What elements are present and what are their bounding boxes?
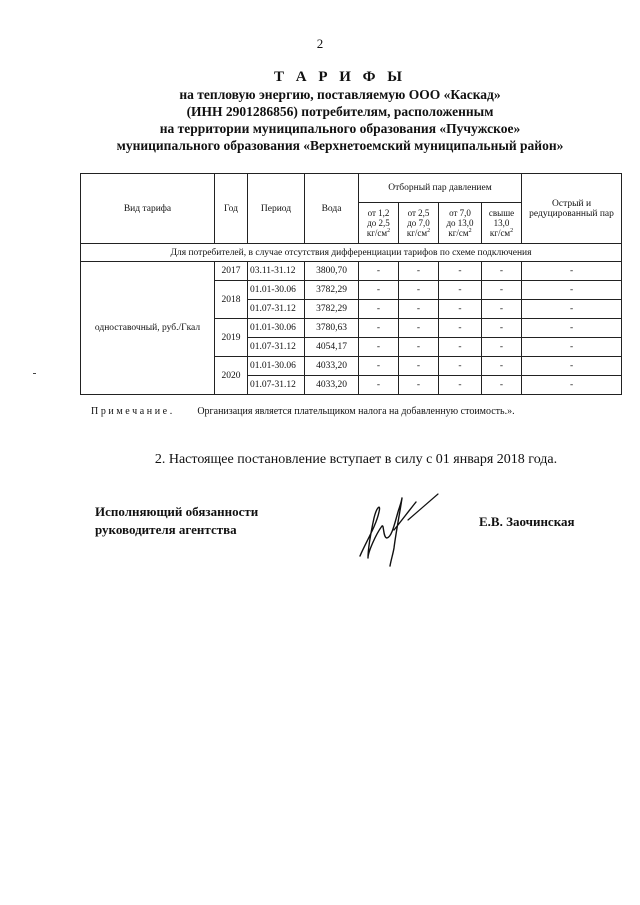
value-cell: -: [522, 300, 622, 319]
value-cell: -: [399, 319, 439, 338]
value-cell: -: [439, 262, 482, 281]
effective-date-clause: 2. Настоящее постановление вступает в силу с 01 января 2018 года.: [154, 452, 558, 467]
value-cell: -: [359, 338, 399, 357]
title-line-2: (ИНН 2901286856) потребителям, расположенным: [186, 104, 494, 119]
water-cell: 4033,20: [305, 357, 359, 376]
header-water: Вода: [305, 174, 359, 244]
period-cell: 01.07-31.12: [248, 300, 305, 319]
value-cell: -: [439, 357, 482, 376]
header-tariff-type: Вид тарифа: [81, 174, 215, 244]
value-cell: -: [482, 319, 522, 338]
value-cell: -: [439, 338, 482, 357]
value-cell: -: [439, 376, 482, 395]
header-sharp-steam: Острый и редуцированный пар: [522, 174, 622, 244]
year-cell: 2020: [215, 357, 248, 395]
value-cell: -: [359, 262, 399, 281]
water-cell: 4054,17: [305, 338, 359, 357]
value-cell: -: [439, 319, 482, 338]
period-cell: 01.07-31.12: [248, 338, 305, 357]
value-cell: -: [399, 357, 439, 376]
water-cell: 3782,29: [305, 281, 359, 300]
value-cell: -: [359, 319, 399, 338]
page-number: 2: [316, 36, 324, 51]
value-cell: -: [399, 281, 439, 300]
header-pressure-1: от 1,2 до 2,5 $кг/см^2$: [359, 203, 399, 244]
consumer-group-row: Для потребителей, в случае отсутствия дифференциации тарифов по схеме подключения: [81, 244, 622, 262]
header-year: Год: [215, 174, 248, 244]
value-cell: -: [359, 376, 399, 395]
period-cell: 01.01-30.06: [248, 357, 305, 376]
tariff-table: [80, 173, 622, 395]
signer-title-line-1: Исполняющий обязанности: [95, 504, 259, 519]
year-cell: 2019: [215, 319, 248, 357]
water-cell: 3782,29: [305, 300, 359, 319]
value-cell: -: [399, 262, 439, 281]
period-cell: 01.07-31.12: [248, 376, 305, 395]
value-cell: -: [522, 262, 622, 281]
tariff-type-cell: одноставочный, руб./Гкал: [81, 262, 215, 395]
footnote: [91, 406, 515, 417]
value-cell: -: [439, 281, 482, 300]
header-period: Период: [248, 174, 305, 244]
signer-name: Е.В. Заочинская: [479, 514, 575, 529]
value-cell: -: [359, 281, 399, 300]
value-cell: -: [522, 338, 622, 357]
signer-title: [95, 503, 258, 539]
value-cell: -: [399, 300, 439, 319]
footnote-text: Организация является плательщиком налога на добавленную стоимость.».: [197, 406, 515, 417]
value-cell: -: [439, 300, 482, 319]
scan-dot: [33, 373, 36, 374]
period-cell: 03.11-31.12: [248, 262, 305, 281]
value-cell: -: [482, 376, 522, 395]
title-line-4: муниципального образования «Верхнетоемский муниципальный район»: [116, 138, 564, 153]
header-pressure-2: от 2,5 до 7,0 $кг/см^2$: [399, 203, 439, 244]
value-cell: -: [522, 319, 622, 338]
value-cell: -: [482, 357, 522, 376]
value-cell: -: [482, 262, 522, 281]
title-main: Т А Р И Ф Ы: [273, 69, 407, 85]
year-cell: 2018: [215, 281, 248, 319]
water-cell: 4033,20: [305, 376, 359, 395]
period-cell: 01.01-30.06: [248, 281, 305, 300]
year-cell: 2017: [215, 262, 248, 281]
value-cell: -: [399, 376, 439, 395]
value-cell: -: [359, 357, 399, 376]
period-cell: 01.01-30.06: [248, 319, 305, 338]
water-cell: 3800,70: [305, 262, 359, 281]
header-pressure-4: свыше 13,0 $кг/см^2$: [482, 203, 522, 244]
value-cell: -: [522, 357, 622, 376]
title-line-1: на тепловую энергию, поставляемую ООО «Каскад»: [179, 87, 501, 102]
water-cell: 3780,63: [305, 319, 359, 338]
value-cell: -: [482, 300, 522, 319]
value-cell: -: [359, 300, 399, 319]
document-title: [40, 68, 640, 154]
value-cell: -: [482, 338, 522, 357]
header-pressure-3: от 7,0 до 13,0 $кг/см^2$: [439, 203, 482, 244]
value-cell: -: [522, 281, 622, 300]
footnote-label: Примечание.: [91, 406, 175, 417]
signer-title-line-2: руководителя агентства: [95, 522, 237, 537]
signature-icon: [346, 482, 446, 572]
table-row: [81, 262, 622, 281]
value-cell: -: [522, 376, 622, 395]
value-cell: -: [399, 338, 439, 357]
header-extraction-steam: Отборный пар давлением: [359, 174, 522, 203]
title-line-3: на территории муниципального образования «Пучужское»: [159, 121, 521, 136]
value-cell: -: [482, 281, 522, 300]
